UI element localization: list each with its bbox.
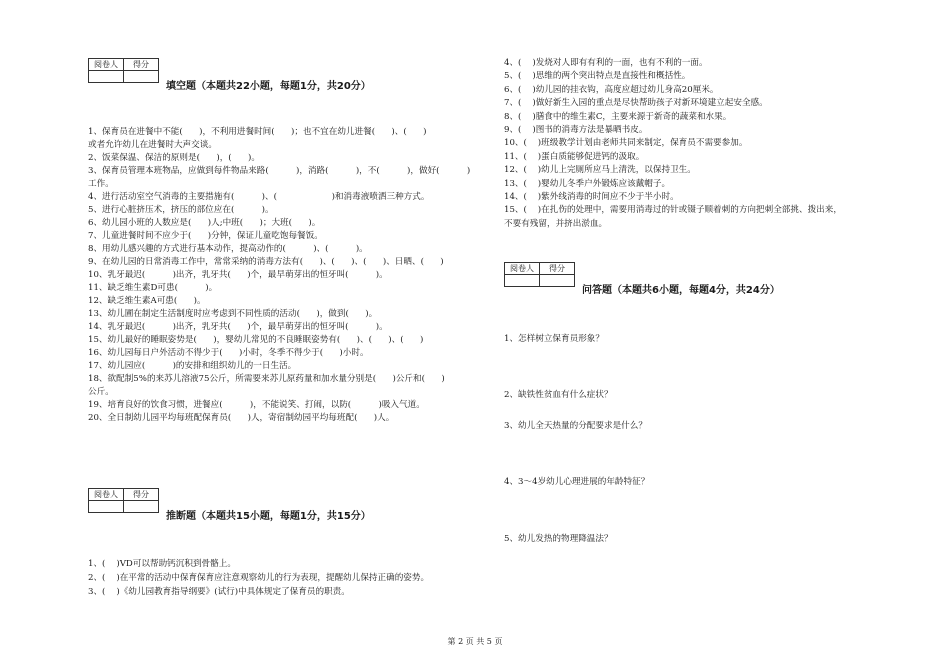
score-box-fill <box>88 58 159 83</box>
reviewer-label: 阅卷人 <box>505 263 540 275</box>
score-label: 得分 <box>124 59 159 71</box>
fill-question: 6、幼儿园小班的人数应是( )人;中班( )；大班( )。 <box>88 218 321 228</box>
qa-question-2: 2、缺铁性贫血有什么症状？ <box>504 390 613 400</box>
page-number: 第 2 页 共 5 页 <box>447 637 503 646</box>
fill-question: 公斤。 <box>88 387 114 397</box>
judge-question: 3、( )《幼儿园教育指导纲要》(试行)中具体规定了保育员的职责。 <box>88 587 350 597</box>
judge-question: 11、( )蛋白质能够促进钙的汲取。 <box>504 151 645 162</box>
judge-question: 不要有残留，并挤出淤血。 <box>504 218 608 229</box>
reviewer-cell <box>505 275 540 287</box>
fill-question: 5、进行心脏挤压术，挤压的部位应在( )。 <box>88 205 274 215</box>
fill-question: 8、用幼儿感兴趣的方式进行基本动作，提高动作的( )、( )。 <box>88 244 368 254</box>
fill-question: 3、保育员管理本班物品，应做到每件物品来路( )，消路( )，不( )，做好( ) <box>88 166 471 176</box>
score-cell <box>124 71 159 83</box>
fill-question: 17、幼儿园应( )的安排和组织幼儿的一日生活。 <box>88 361 297 371</box>
fill-question-list <box>88 126 493 425</box>
judge-question: 1、( )VD可以帮助钙沉积到骨骼上。 <box>88 559 236 569</box>
judge-question: 13、( )婴幼儿冬季户外锻炼应该戴帽子。 <box>504 178 671 189</box>
judge-question-list-left <box>88 557 493 599</box>
judge-section-title: 推断题（本题共15小题，每题1分，共15分） <box>166 511 371 522</box>
fill-question: 14、乳牙最迟( )出齐，乳牙共( )个，最早萌芽出的恒牙叫( )。 <box>88 322 388 332</box>
score-label: 得分 <box>540 263 575 275</box>
qa-section-title: 问答题（本题共6小题，每题4分，共24分） <box>582 285 780 296</box>
fill-question: 7、儿童进餐时间不应少于( )分钟，保证儿童吃饱每餐饭。 <box>88 231 323 241</box>
judge-question: 10、( )班级教学计划由老师共同来制定，保育员不需要参加。 <box>504 138 748 149</box>
score-cell <box>540 275 575 287</box>
judge-question: 8、( )膳食中的维生素C，主要来源于新奇的蔬菜和水果。 <box>504 111 732 122</box>
judge-question: 5、( )思维的两个突出特点是直接性和概括性。 <box>504 71 691 82</box>
fill-question: 2、饭菜保温、保洁的原则是( )，( )。 <box>88 153 260 163</box>
fill-question: 13、幼儿圃在制定生活制度时应考虑到不同性质的活动( )，做到( )。 <box>88 309 378 319</box>
reviewer-cell <box>89 501 124 513</box>
fill-question: 4、进行活动室空气消毒的主要措施有( )、( )和消毒液喷洒三种方式。 <box>88 192 430 202</box>
qa-question-1: 1、怎样树立保育员形象？ <box>504 334 604 344</box>
judge-question: 15、( )在扎伤的处理中，需要用消毒过的针或镊子顺着刺的方向把刺全部挑、拨出来， <box>504 205 842 216</box>
fill-section-title: 填空题（本题共22小题，每题1分，共20分） <box>166 81 371 92</box>
reviewer-label: 阅卷人 <box>89 489 124 501</box>
judge-question: 12、( )幼儿上完厕所应马上清洗，以保持卫生。 <box>504 165 696 176</box>
judge-question: 9、( )图书的消毒方法是暴晒书皮。 <box>504 125 648 136</box>
fill-question: 工作。 <box>88 179 114 189</box>
judge-question: 14、( )紫外线消毒的时间应不少于半小时。 <box>504 192 679 203</box>
judge-question: 7、( )做好新生入园的重点是尽快帮助孩子对新环境建立起安全感。 <box>504 98 768 109</box>
fill-question: 9、在幼儿园的日常消毒工作中，常常采纳的消毒方法有( )、( )、( )、日晒、( ) <box>88 257 444 267</box>
score-label: 得分 <box>124 489 159 501</box>
fill-question: 11、缺乏维生素D可患( )。 <box>88 283 218 293</box>
fill-question: 12、缺乏维生素A可患( )。 <box>88 296 206 306</box>
fill-question: 19、培育良好的饮食习惯，进餐应( )，不能说笑、打闹，以防( )吸入气道。 <box>88 400 425 410</box>
judge-question-list-right <box>504 57 914 231</box>
reviewer-cell <box>89 71 124 83</box>
judge-question: 2、( )在平常的活动中保育保育应注意观察幼儿的行为表现，提醒幼儿保持正确的姿势。 <box>88 573 430 583</box>
score-cell <box>124 501 159 513</box>
fill-question: 或者允许幼儿在进餐时大声交谈。 <box>88 140 217 150</box>
score-box-qa <box>504 262 575 287</box>
fill-question: 10、乳牙最迟( )出齐，乳牙共( )个，最早萌芽出的恒牙叫( )。 <box>88 270 388 280</box>
fill-question: 1、保育员在进餐中不能( )，不利用进餐时间( )；也不宜在幼儿进餐( )、( ) <box>88 127 427 137</box>
fill-question: 15、幼儿最好的睡眠姿势是( )，婴幼儿常见的不良睡眠姿势有( )、( )、( ) <box>88 335 424 345</box>
score-box-judge <box>88 488 159 513</box>
judge-question: 6、( )幼儿园的挂衣钩，高度应超过幼儿身高20厘米。 <box>504 84 719 95</box>
judge-question: 4、( )发烧对人即有有利的一面，也有不利的一面。 <box>504 58 708 68</box>
qa-question-4: 4、3～4岁幼儿心理进展的年龄特征？ <box>504 477 650 487</box>
fill-question: 18、欲配制5%的来苏儿溶液75公斤，所需要来苏儿原药量和加水量分别是( )公斤和( ) <box>88 374 445 384</box>
fill-question: 20、全日制幼儿园平均每班配保育员( )人，寄宿制幼园平均每班配( )人。 <box>88 413 395 423</box>
qa-question-5: 5、幼儿发热的物理降温法？ <box>504 534 613 544</box>
fill-question: 16、幼儿园每日户外活动不得少于( )小时，冬季不得少于( )小时。 <box>88 348 369 358</box>
qa-question-3: 3、幼儿全天热量的分配要求是什么？ <box>504 421 647 431</box>
reviewer-label: 阅卷人 <box>89 59 124 71</box>
